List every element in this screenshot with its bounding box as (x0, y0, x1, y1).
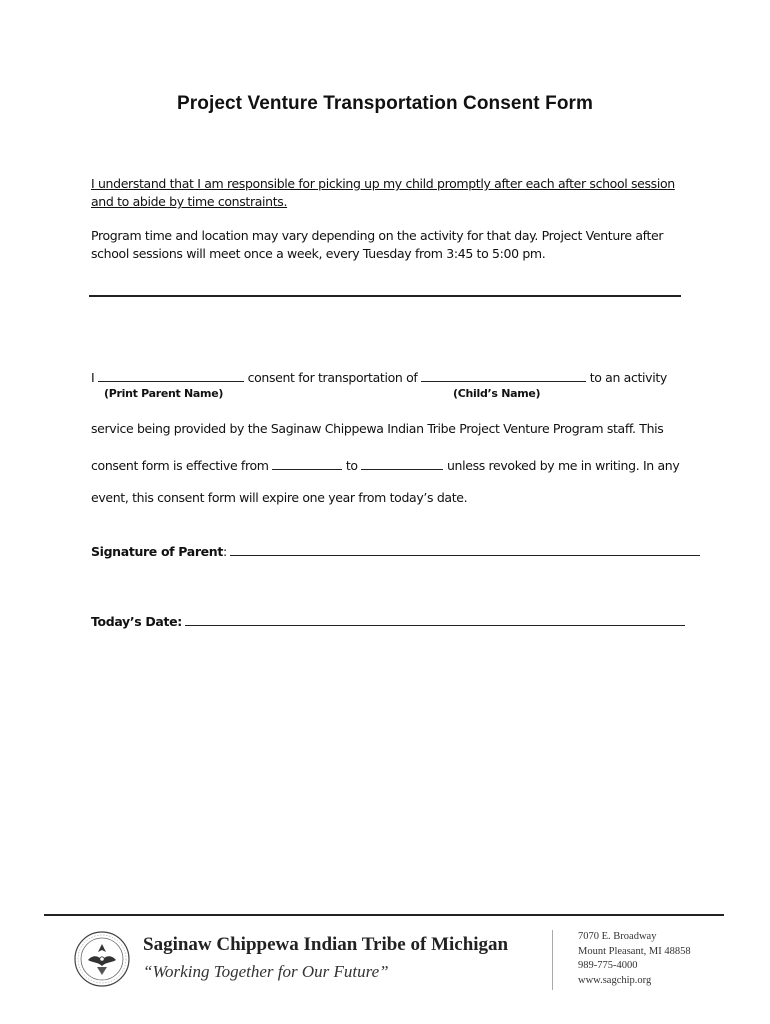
effective-from-label: consent form is effective from (91, 458, 269, 473)
footer-vertical-divider (552, 930, 553, 990)
todays-date-label: Today’s Date: (91, 614, 182, 629)
child-name-caption: (Child’s Name) (453, 387, 541, 400)
section-divider (89, 295, 681, 297)
parent-signature-colon: : (222, 544, 227, 559)
parent-name-caption: (Print Parent Name) (104, 387, 224, 400)
consent-prefix: I (91, 370, 95, 385)
tribal-seal-icon (73, 930, 131, 988)
parent-signature-field[interactable] (230, 542, 700, 556)
effective-to-label: to (345, 458, 358, 473)
organization-motto: “Working Together for Our Future” (143, 962, 389, 981)
consent-suffix: to an activity (589, 370, 667, 385)
consent-line-3 (91, 456, 679, 473)
address-line-2: Mount Pleasant, MI 48858 (578, 945, 691, 957)
schedule-paragraph: Program time and location may vary depending on the activity for that day. Project Venture after school sessions will meet once a week, every Tuesday from 3:45 to 5:00 pm. (91, 228, 664, 261)
parent-signature-row (91, 542, 700, 559)
page-title: Project Venture Transportation Consent Form (176, 93, 594, 114)
organization-name: Saginaw Chippewa Indian Tribe of Michigan (143, 934, 509, 955)
consent-line-2: service being provided by the Saginaw Chippewa Indian Tribe Project Venture Program staff. This (91, 421, 664, 436)
child-name-field[interactable] (421, 368, 586, 382)
phone-number: 989-775-4000 (578, 960, 638, 971)
consent-middle-text: consent for transportation of (247, 370, 418, 385)
responsibility-paragraph: I understand that I am responsible for picking up my child promptly after each after school session and to abide by time constraints. (91, 176, 675, 209)
footer-divider (44, 914, 724, 916)
effective-from-field[interactable] (272, 456, 342, 470)
effective-to-field[interactable] (361, 456, 443, 470)
parent-signature-label: Signature of Parent (91, 544, 223, 559)
date-row (91, 612, 685, 629)
address-line-1: 7070 E. Broadway (578, 931, 657, 942)
revocation-text: unless revoked by me in writing. In any (446, 458, 680, 473)
consent-line-4: event, this consent form will expire one year from today’s date. (91, 490, 468, 505)
consent-line-1 (91, 368, 667, 385)
contact-block (578, 930, 691, 988)
website-link[interactable]: www.sagchip.org (578, 974, 652, 986)
todays-date-field[interactable] (185, 612, 685, 626)
parent-name-field[interactable] (98, 368, 244, 382)
